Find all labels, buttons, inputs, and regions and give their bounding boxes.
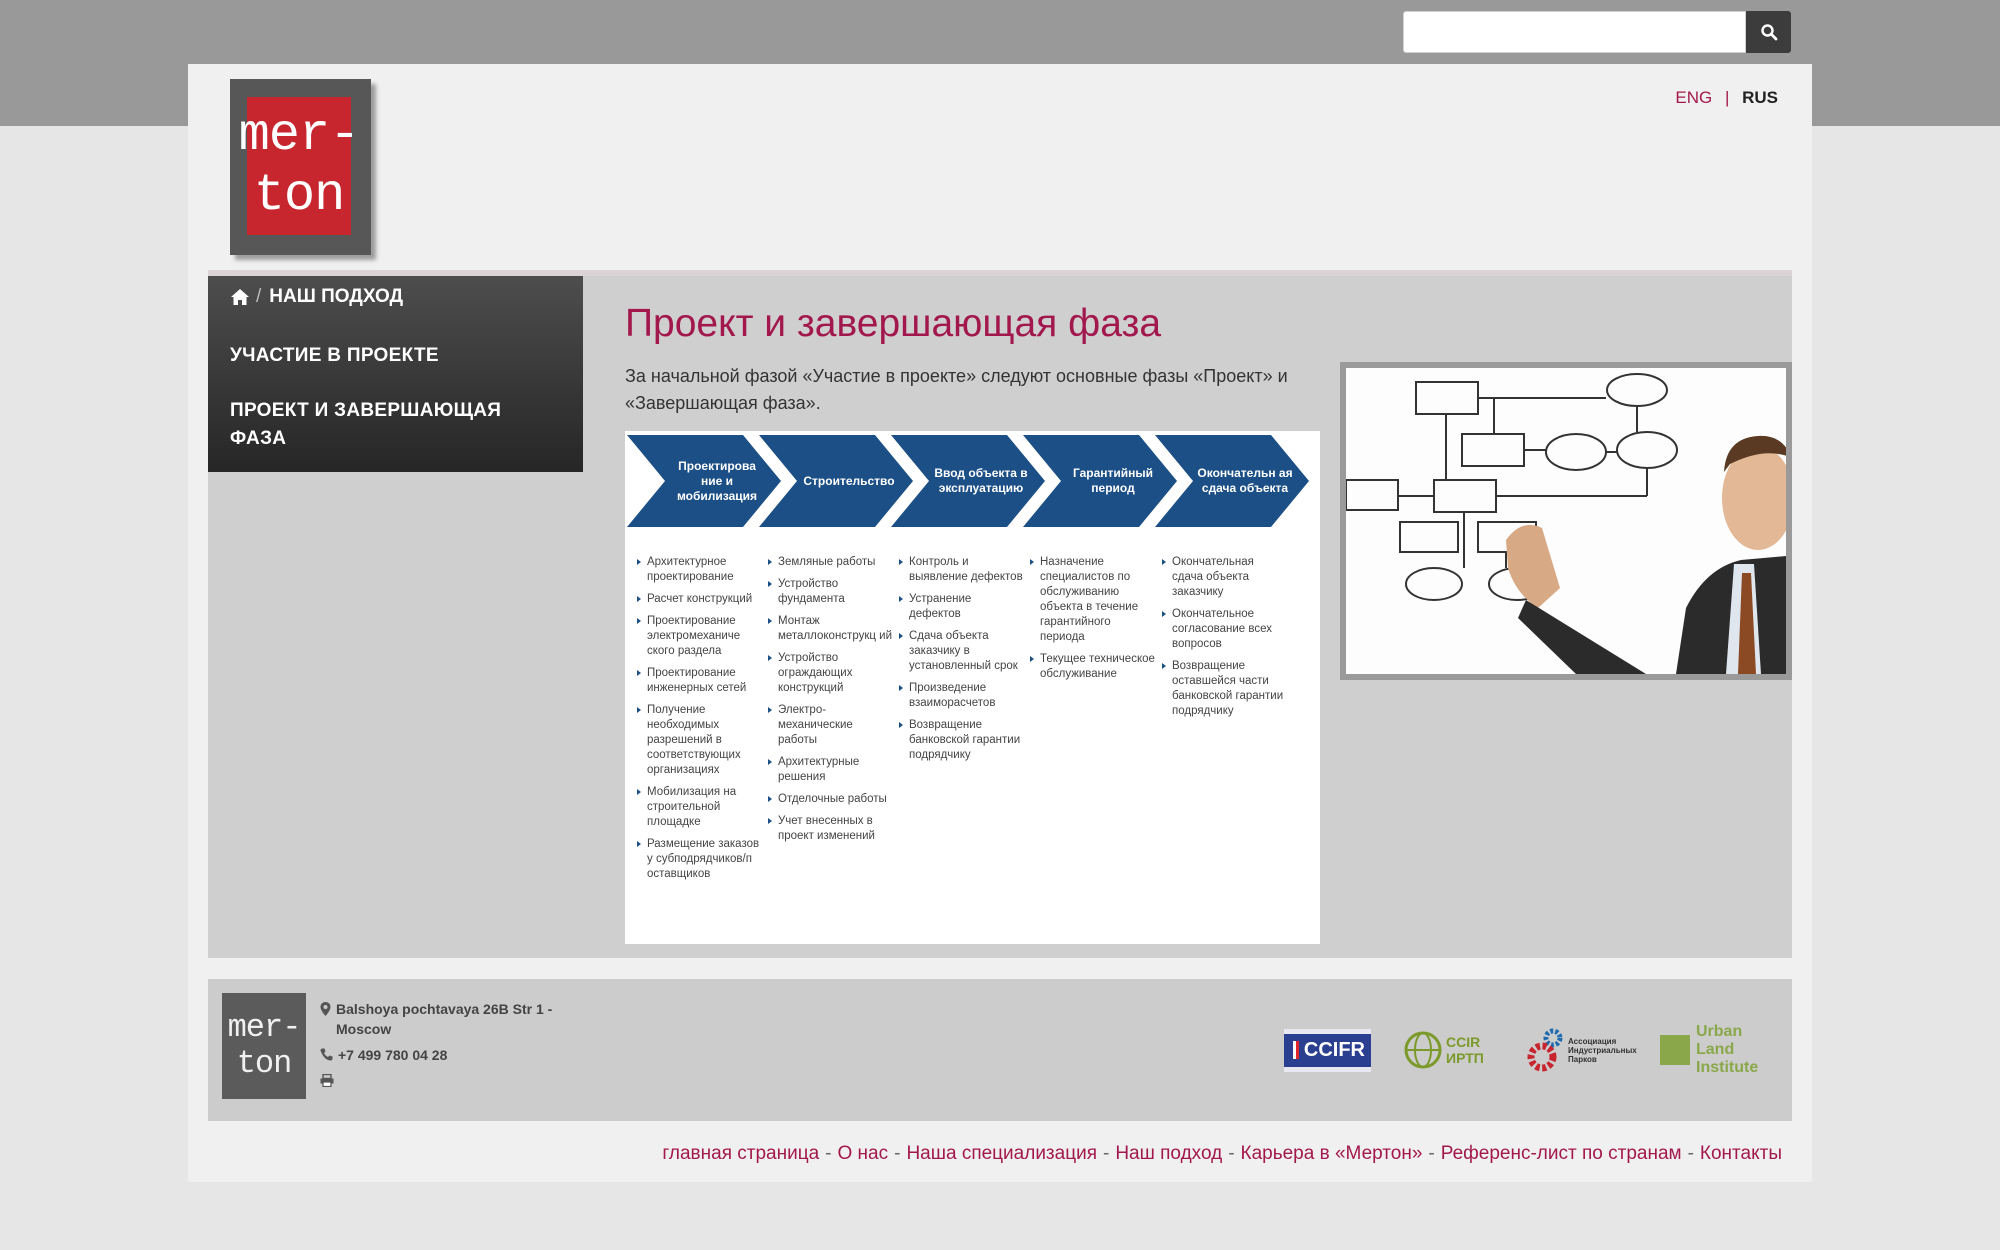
phase-task: Архитектурное проектирование: [637, 555, 762, 585]
partner-name: Urban Land Institute: [1696, 1023, 1759, 1076]
phase-task: Расчет конструкций: [637, 592, 762, 607]
phase-task: Отделочные работы: [768, 792, 893, 807]
footer-link-home[interactable]: главная страница: [662, 1143, 820, 1164]
search-button[interactable]: [1746, 11, 1791, 53]
sidebar: [208, 276, 583, 472]
footer-link-separator: -: [1428, 1143, 1435, 1164]
phase-label: Окончательн ая сдача объекта: [1197, 466, 1293, 495]
phase-column: [637, 555, 762, 889]
partner-ccifr-logo[interactable]: [1284, 1029, 1371, 1072]
phase-task: Мобилизация на строительной площадке: [637, 785, 762, 830]
footer-link-separator: -: [1228, 1143, 1235, 1164]
partner-name: CCIFR: [1303, 1038, 1365, 1061]
footer-link-approach[interactable]: Наш подход: [1115, 1143, 1223, 1164]
intro-text: За начальной фазой «Участие в проекте» следуют основные фазы «Проект» и «Завершающая фаза».: [625, 366, 1288, 413]
footer-nav-links: [662, 1143, 1782, 1165]
phase-task: Земляные работы: [768, 555, 893, 570]
search-input[interactable]: [1403, 11, 1746, 53]
logo-text-line1: mer-: [238, 106, 360, 165]
sidebar-item-project-participation[interactable]: УЧАСТИЕ В ПРОЕКТЕ: [230, 345, 439, 366]
phase-task: Окончательная сдача объекта заказчику: [1162, 555, 1287, 600]
footer-box: [208, 979, 1792, 1121]
partner-ccir-logo[interactable]: [1403, 1030, 1494, 1070]
print-icon[interactable]: [320, 1074, 334, 1087]
footer-link-separator: -: [1103, 1143, 1110, 1164]
phase-label: Проектирова ние и мобилизация: [676, 458, 758, 503]
phase-column: [1030, 555, 1155, 689]
partner-industrial-parks-logo[interactable]: [1526, 1027, 1637, 1073]
print-line: [320, 1071, 580, 1087]
phase-task: Учет внесенных в проект изменений: [768, 814, 893, 844]
phone-icon: [320, 1048, 333, 1061]
lang-eng-link[interactable]: ENG: [1675, 88, 1713, 107]
sidebar-item-project-final-phase[interactable]: ПРОЕКТ И ЗАВЕРШАЮЩАЯ ФАЗА: [230, 400, 502, 449]
business-photo: [1340, 362, 1792, 680]
breadcrumb: [230, 286, 403, 308]
gear-icon: [1526, 1027, 1568, 1073]
search-icon: [1760, 23, 1778, 41]
phase-task: Возвращение банковской гарантии подрядчику: [899, 718, 1024, 763]
phase-task: Размещение заказов у субподрядчиков/п оставщиков: [637, 837, 762, 882]
breadcrumb-current[interactable]: НАШ ПОДХОД: [269, 286, 404, 307]
home-icon[interactable]: [230, 287, 250, 307]
flowchart-illustration: [1346, 368, 1786, 674]
phase-task: Устройство фундамента: [768, 577, 893, 607]
logo-text-line2: ton: [253, 166, 345, 225]
phase-task: Назначение специалистов по обслуживанию объекта в течение гарантийного периода: [1030, 555, 1155, 645]
footer-link-separator: -: [894, 1143, 901, 1164]
location-pin-icon: [320, 1002, 331, 1016]
phase-task: Возвращение оставшейся части банковской гарантии подрядчику: [1162, 659, 1287, 719]
phase-task: Текущее техническое обслуживание: [1030, 652, 1155, 682]
phase-task: Монтаж металлоконструкц ий: [768, 614, 893, 644]
phase-task: Устранение дефектов: [899, 592, 1024, 622]
phase-task: Контроль и выявление дефектов: [899, 555, 1024, 585]
phase-label: Ввод объекта в эксплуатацию: [934, 466, 1028, 495]
phase-task: Проектирование инженерных сетей: [637, 666, 762, 696]
footer-link-contacts[interactable]: Контакты: [1699, 1143, 1782, 1164]
partner-logos: [1284, 1023, 1776, 1077]
contact-info: [320, 999, 580, 1093]
phases-diagram: [625, 431, 1320, 944]
phase-label: Строительство: [803, 473, 895, 488]
content-area: [208, 270, 1792, 958]
uli-mark: [1660, 1035, 1690, 1065]
phase-task: Устройство ограждающих конструкций: [768, 651, 893, 696]
page-container: [188, 64, 1812, 1182]
footer-link-career[interactable]: Карьера в «Мертон»: [1240, 1143, 1423, 1164]
phone-text: +7 499 780 04 28: [338, 1047, 448, 1063]
site-logo[interactable]: [230, 79, 371, 255]
logo-mark: [238, 97, 360, 235]
phase-task: Проектирование электромеханиче ского раздела: [637, 614, 762, 659]
phase-task: Архитектурные решения: [768, 755, 893, 785]
lang-separator: |: [1724, 88, 1730, 107]
partner-name: CCIR ИРТП: [1446, 1034, 1484, 1066]
address-text: Balshoya pochtavaya 26B Str 1 - Moscow: [336, 1001, 553, 1037]
globe-icon: [1403, 1030, 1443, 1070]
footer-logo-line1: mer-: [227, 1009, 301, 1046]
phase-column: [899, 555, 1024, 770]
phase-task: Получение необходимых разрешений в соответствующих организациях: [637, 703, 762, 778]
phase-task: Электро- механические работы: [768, 703, 893, 748]
phase-task: Произведение взаиморасчетов: [899, 681, 1024, 711]
phone-line: [320, 1045, 580, 1065]
breadcrumb-separator: /: [256, 286, 262, 307]
footer-link-about[interactable]: О нас: [837, 1143, 889, 1164]
language-switcher: [1675, 88, 1778, 108]
phase-column: [1162, 555, 1287, 726]
footer-link-separator: -: [825, 1143, 832, 1164]
footer-link-references[interactable]: Референс-лист по странам: [1440, 1143, 1682, 1164]
phase-task: Окончательное согласование всех вопросов: [1162, 607, 1287, 652]
phase-column: [768, 555, 893, 851]
footer-link-separator: -: [1687, 1143, 1694, 1164]
address-line: [320, 999, 580, 1039]
page-title: Проект и завершающая фаза: [625, 302, 1162, 345]
phase-label: Гарантийный период: [1072, 466, 1154, 495]
lang-rus-link[interactable]: RUS: [1742, 88, 1778, 107]
footer-logo-line2: ton: [236, 1045, 292, 1082]
footer-link-specialization[interactable]: Наша специализация: [906, 1143, 1097, 1164]
phase-task: Сдача объекта заказчику в установленный срок: [899, 629, 1024, 674]
footer-logo[interactable]: [222, 993, 306, 1099]
partner-uli-logo[interactable]: [1660, 1023, 1776, 1077]
partner-name: Ассоциация Индустриальных Парков: [1568, 1036, 1637, 1064]
